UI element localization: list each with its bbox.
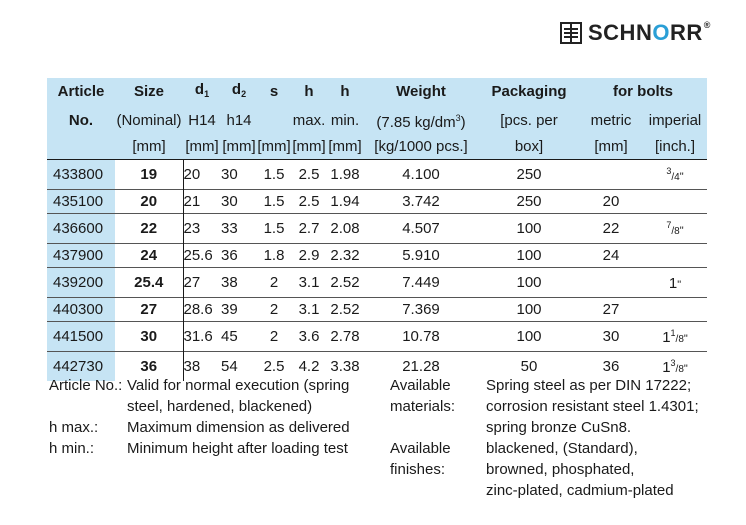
cell-pack: 100 [479,244,579,268]
cell-size: 19 [115,160,183,190]
note-hmax-label: h max.: [49,419,99,436]
cell-pack: 100 [479,268,579,298]
note-materials-3: spring bronze CuSn8. [486,419,632,436]
cell-d1: 21 [183,190,221,214]
col-hmin-2: min. [327,106,363,135]
frac-num: 3 [670,358,676,368]
cell-d2: 38 [221,268,257,298]
cell-d1: 31.6 [183,322,221,352]
cell-pack: 100 [479,298,579,322]
cell-metric: 20 [579,190,643,214]
cell-imperial [643,298,707,322]
cell-pack: 250 [479,160,579,190]
cell-hmax: 3.6 [291,322,327,352]
cell-s: 1.5 [257,214,291,244]
cell-hmin: 3.38 [327,352,363,382]
table-body [47,160,707,382]
table-row [47,298,707,322]
cell-weight: 7.449 [363,268,479,298]
col-imperial: imperial [643,106,707,135]
cell-hmax: 3.1 [291,298,327,322]
col-article-2: No. [47,106,115,135]
cell-s: 2.5 [257,352,291,382]
cell-weight: 4.100 [363,160,479,190]
cell-article: 433800 [47,160,115,190]
cell-weight: 5.910 [363,244,479,268]
table-row [47,322,707,352]
col-d2-unit: [mm] [221,135,257,160]
cell-d2: 45 [221,322,257,352]
schnorr-logo-icon [560,22,582,44]
cell-s: 2 [257,298,291,322]
table-row [47,268,707,298]
cell-hmin: 1.94 [327,190,363,214]
col-packaging-3: box] [479,135,579,160]
cell-d2: 39 [221,298,257,322]
cell-imperial: 1" [643,268,707,298]
col-hmin-unit: [mm] [327,135,363,160]
cell-hmin: 1.98 [327,160,363,190]
cell-article: 437900 [47,244,115,268]
cell-metric: 30 [579,322,643,352]
col-d1: $d_1$ [183,78,221,106]
cell-metric [579,268,643,298]
cell-s: 1.5 [257,190,291,214]
cell-size: 27 [115,298,183,322]
col-weight-unit: [kg/1000 pcs.] [363,135,479,160]
cell-size: 25.4 [115,268,183,298]
notes-right [390,375,730,501]
cell-hmax: 3.1 [291,268,327,298]
cell-weight: 3.742 [363,190,479,214]
note-finishes-2: browned, phosphated, [486,461,635,478]
cell-imperial: $^3$/4" [643,160,707,190]
note-finishes-1: blackened, (Standard), [486,440,638,457]
col-weight-2: (7.85 $kg/dm^3$) [363,106,479,135]
cell-d1: 20 [183,160,221,190]
cell-d1: 23 [183,214,221,244]
cell-article: 439200 [47,268,115,298]
note-hmax-text: Maximum dimension as delivered [127,419,350,436]
col-imperial-unit: [inch.] [643,135,707,160]
cell-hmin: 2.32 [327,244,363,268]
cell-pack: 250 [479,190,579,214]
cell-imperial [643,190,707,214]
cell-article: 442730 [47,352,115,382]
cell-pack: 100 [479,322,579,352]
col-d1-tol: H14 [183,106,221,135]
note-materials-label-2: materials: [390,398,456,415]
cell-hmin: 2.52 [327,268,363,298]
cell-hmax: 2.9 [291,244,327,268]
cell-pack: 50 [479,352,579,382]
logo-wordmark: SCHNORR® [588,20,711,45]
cell-d1: 38 [183,352,221,382]
note-finishes-label-2: finishes: [390,461,446,478]
col-weight: Weight [363,78,479,106]
col-s-unit: [mm] [257,135,291,160]
cell-imperial [643,244,707,268]
cell-d1: 25.6 [183,244,221,268]
cell-d2: 33 [221,214,257,244]
cell-metric [579,160,643,190]
col-hmax-unit: [mm] [291,135,327,160]
cell-d2: 36 [221,244,257,268]
col-metric-unit: [mm] [579,135,643,160]
cell-article: 435100 [47,190,115,214]
col-packaging: Packaging [479,78,579,106]
frac-num: 7 [666,220,672,230]
cell-weight: 10.78 [363,322,479,352]
col-size-unit: [mm] [115,135,183,160]
cell-s: 2 [257,268,291,298]
note-article-text-2: steel, hardened, blackened) [127,398,313,415]
cell-metric: 22 [579,214,643,244]
col-metric: metric [579,106,643,135]
cell-size: 20 [115,190,183,214]
note-hmin-label: h min.: [49,440,95,457]
cell-hmax: 2.7 [291,214,327,244]
cell-s: 1.5 [257,160,291,190]
cell-s: 2 [257,322,291,352]
cell-imperial: $1^1/8$" [643,322,707,352]
note-finishes-label: Available [390,440,451,457]
cell-imperial: $1^3/8$" [643,352,707,382]
note-article-text: Valid for normal execution (spring [127,377,350,394]
col-for-bolts: for bolts [579,78,707,106]
col-d1-unit: [mm] [183,135,221,160]
note-materials-label: Available [390,377,451,394]
cell-pack: 100 [479,214,579,244]
note-finishes-3: zinc-plated, cadmium-plated [486,482,674,499]
cell-d1: 27 [183,268,221,298]
cell-metric: 27 [579,298,643,322]
frac-num: 3 [666,166,672,176]
cell-article: 441500 [47,322,115,352]
col-size: Size [115,78,183,106]
table-row [47,160,707,190]
table-header [47,78,707,160]
note-materials-1: Spring steel as per DIN 17222; [486,377,692,394]
cell-hmax: 4.2 [291,352,327,382]
col-hmax-2: max. [291,106,327,135]
col-d2: $d_2$ [221,78,257,106]
cell-article: 436600 [47,214,115,244]
cell-weight: 7.369 [363,298,479,322]
col-s: s [257,78,291,106]
frac-num: 1 [670,328,676,338]
cell-article: 440300 [47,298,115,322]
cell-hmin: 2.78 [327,322,363,352]
col-hmax: h [291,78,327,106]
cell-weight: 21.28 [363,352,479,382]
note-materials-2: corrosion resistant steel 1.4301; [486,398,699,415]
col-size-2: (Nominal) [115,106,183,135]
cell-hmax: 2.5 [291,160,327,190]
cell-d2: 30 [221,190,257,214]
table-row [47,190,707,214]
cell-weight: 4.507 [363,214,479,244]
col-d2-tol: h14 [221,106,257,135]
col-hmin: h [327,78,363,106]
cell-metric: 36 [579,352,643,382]
cell-size: 36 [115,352,183,382]
cell-metric: 24 [579,244,643,268]
cell-d1: 28.6 [183,298,221,322]
cell-size: 24 [115,244,183,268]
notes-left [49,375,389,459]
note-article-label: Article No.: [49,377,123,394]
cell-s: 1.8 [257,244,291,268]
table-row [47,244,707,268]
cell-imperial: $^7$/8" [643,214,707,244]
cell-hmax: 2.5 [291,190,327,214]
cell-d2: 54 [221,352,257,382]
cell-hmin: 2.52 [327,298,363,322]
cell-hmin: 2.08 [327,214,363,244]
note-hmin-text: Minimum height after loading test [127,440,348,457]
table-row [47,214,707,244]
col-packaging-2: [pcs. per [479,106,579,135]
schnorr-logo [560,17,736,49]
cell-size: 22 [115,214,183,244]
cell-d2: 30 [221,160,257,190]
washer-spec-table [47,78,707,381]
cell-size: 30 [115,322,183,352]
col-article: Article [47,78,115,106]
